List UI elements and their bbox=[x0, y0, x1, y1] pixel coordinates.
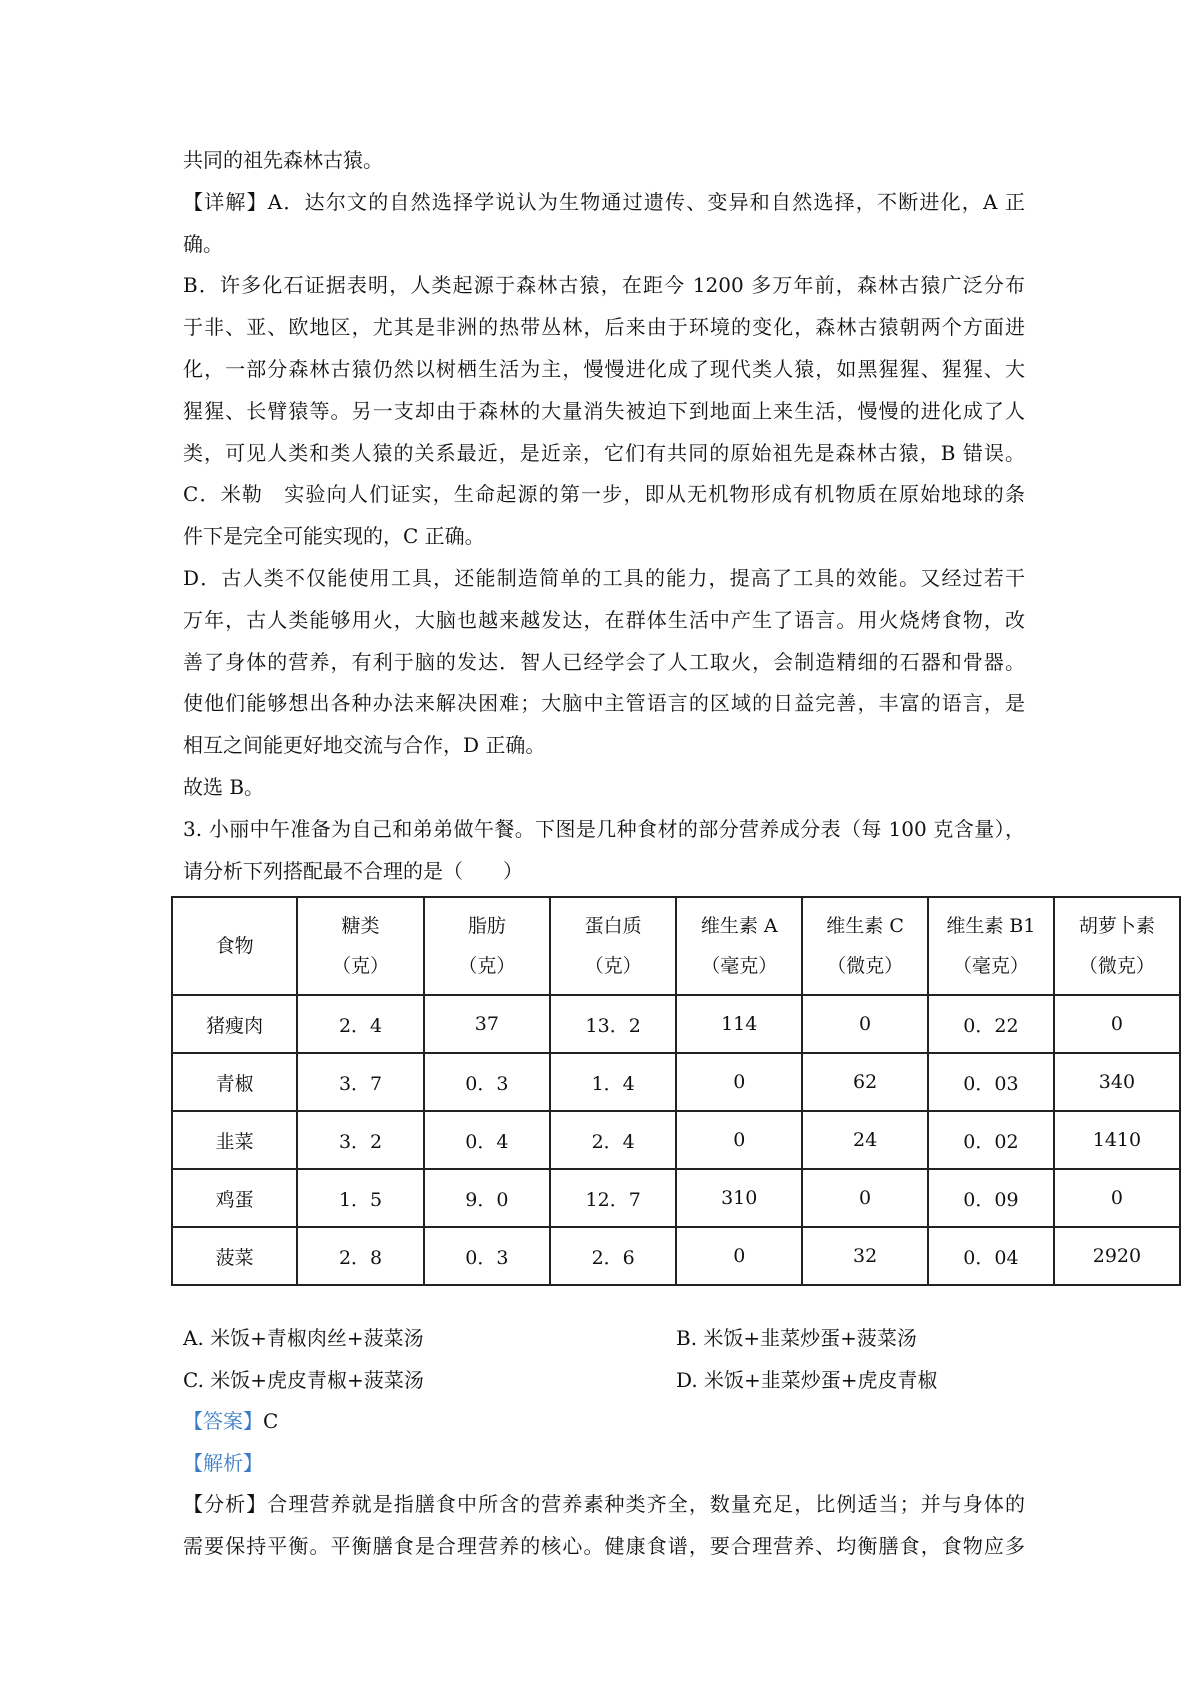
table-cell: 0 bbox=[1054, 995, 1180, 1053]
header-unit: （微克） bbox=[827, 955, 904, 977]
header-cell bbox=[676, 897, 802, 995]
header-label: 胡萝卜素 bbox=[1078, 915, 1155, 937]
table-cell: 1410 bbox=[1054, 1111, 1180, 1169]
paragraph-line: 【详解】A．达尔文的自然选择学说认为生物通过遗传、变异和自然选择，不断进化，A 正 bbox=[183, 189, 1025, 214]
paragraph-line: 使他们能够想出各种办法来解决困难；大脑中主管语言的区域的日益完善，丰富的语言，是 bbox=[183, 691, 1025, 716]
table-row bbox=[172, 1169, 1180, 1227]
header-cell bbox=[1054, 897, 1180, 995]
option-a: A. 米饭+青椒肉丝+菠菜汤 bbox=[183, 1326, 424, 1350]
analysis-line: 【分析】合理营养就是指膳食中所含的营养素种类齐全，数量充足，比例适当；并与身体的 bbox=[183, 1492, 1025, 1516]
table-cell: 韭菜 bbox=[172, 1111, 297, 1169]
table-row bbox=[172, 1227, 1180, 1285]
paragraph-line: 请分析下列搭配最不合理的是（ ） bbox=[183, 858, 523, 883]
table-cell: 0 bbox=[802, 1169, 928, 1227]
table-cell: 0．22 bbox=[928, 995, 1054, 1053]
option-c: C. 米饭+虎皮青椒+菠菜汤 bbox=[183, 1368, 424, 1392]
paragraph-line: 类，可见人类和类人猿的关系最近，是近亲，它们有共同的原始祖先是森林古猿，B 错误。 bbox=[183, 440, 1025, 465]
paragraph-line: D．古人类不仅能使用工具，还能制造简单的工具的能力，提高了工具的效能。又经过若干 bbox=[183, 566, 1025, 590]
nutrition-table bbox=[171, 896, 1181, 1286]
table-cell: 0．04 bbox=[928, 1227, 1054, 1285]
table-cell: 0 bbox=[1054, 1169, 1180, 1227]
table-cell: 猪瘦肉 bbox=[172, 995, 297, 1053]
table-cell: 1．5 bbox=[297, 1169, 423, 1227]
header-cell bbox=[550, 897, 676, 995]
table-header-row bbox=[172, 897, 1180, 995]
header-label: 食物 bbox=[215, 935, 254, 957]
header-label: 蛋白质 bbox=[584, 915, 642, 937]
table-cell: 0 bbox=[676, 1111, 802, 1169]
table-row bbox=[172, 1053, 1180, 1111]
header-unit: （克） bbox=[458, 955, 516, 977]
table-cell: 0 bbox=[676, 1227, 802, 1285]
table-cell: 2920 bbox=[1054, 1227, 1180, 1285]
table-cell: 3．7 bbox=[297, 1053, 423, 1111]
header-cell bbox=[172, 897, 297, 995]
header-unit: （毫克） bbox=[701, 955, 778, 977]
table-row bbox=[172, 995, 1180, 1053]
header-unit: （克） bbox=[332, 955, 390, 977]
header-label: 糖类 bbox=[341, 915, 380, 937]
table-cell: 0．02 bbox=[928, 1111, 1054, 1169]
paragraph-line: 件下是完全可能实现的，C 正确。 bbox=[183, 524, 485, 549]
header-label: 维生素 C bbox=[826, 915, 904, 937]
table-cell: 114 bbox=[676, 995, 802, 1053]
table-cell: 32 bbox=[802, 1227, 928, 1285]
table-cell: 0 bbox=[802, 995, 928, 1053]
header-cell bbox=[802, 897, 928, 995]
header-label: 维生素 A bbox=[700, 915, 778, 937]
header-label: 脂肪 bbox=[467, 915, 506, 937]
table-cell: 鸡蛋 bbox=[172, 1169, 297, 1227]
table-cell: 0 bbox=[676, 1053, 802, 1111]
paragraph-line: 化，一部分森林古猿仍然以树栖生活为主，慢慢进化成了现代类人猿，如黑猩猩、猩猩、大 bbox=[183, 357, 1025, 381]
table-cell: 2．4 bbox=[550, 1111, 676, 1169]
table-cell: 3．2 bbox=[297, 1111, 423, 1169]
header-cell bbox=[297, 897, 423, 995]
answer-value: C bbox=[263, 1409, 279, 1433]
table-cell: 2．6 bbox=[550, 1227, 676, 1285]
answer-label: 【答案】 bbox=[183, 1409, 263, 1433]
paragraph-line: 善了身体的营养，有利于脑的发达．智人已经学会了人工取火，会制造精细的石器和骨器。 bbox=[183, 649, 1025, 674]
header-label: 维生素 B1 bbox=[946, 915, 1036, 937]
option-b: B. 米饭+韭菜炒蛋+菠菜汤 bbox=[676, 1326, 917, 1350]
paragraph-line: 确。 bbox=[183, 231, 223, 256]
paragraph-line: B．许多化石证据表明，人类起源于森林古猿，在距今 1200 多万年前，森林古猿广泛分布 bbox=[183, 273, 1025, 298]
answer-line bbox=[183, 1407, 278, 1435]
table-cell: 青椒 bbox=[172, 1053, 297, 1111]
paragraph-line: 共同的祖先森林古猿。 bbox=[183, 148, 383, 172]
table-row bbox=[172, 1111, 1180, 1169]
paragraph-line: 故选 B。 bbox=[183, 775, 265, 799]
paragraph-line: 于非、亚、欧地区，尤其是非洲的热带丛林，后来由于环境的变化，森林古猿朝两个方面进 bbox=[183, 315, 1025, 340]
option-d: D. 米饭+韭菜炒蛋+虎皮青椒 bbox=[676, 1368, 938, 1392]
paragraph-line: 相互之间能更好地交流与合作，D 正确。 bbox=[183, 733, 546, 758]
table-cell: 310 bbox=[676, 1169, 802, 1227]
analysis-label: 【解析】 bbox=[183, 1451, 263, 1475]
table-cell: 62 bbox=[802, 1053, 928, 1111]
paragraph-line: 猩猩、长臂猿等。另一支却由于森林的大量消失被迫下到地面上来生活，慢慢的进化成了人 bbox=[183, 398, 1025, 423]
header-cell bbox=[928, 897, 1054, 995]
header-unit: （毫克） bbox=[952, 955, 1029, 977]
table-cell: 37 bbox=[424, 995, 550, 1053]
analysis-line: 需要保持平衡。平衡膳食是合理营养的核心。健康食谱，要合理营养、均衡膳食，食物应多 bbox=[183, 1534, 1025, 1558]
header-cell bbox=[424, 897, 550, 995]
table-cell: 13．2 bbox=[550, 995, 676, 1053]
header-unit: （克） bbox=[584, 955, 642, 977]
table-cell: 24 bbox=[802, 1111, 928, 1169]
table-cell: 0．03 bbox=[928, 1053, 1054, 1111]
table-cell: 2．4 bbox=[297, 995, 423, 1053]
paragraph-line: 3. 小丽中午准备为自己和弟弟做午餐。下图是几种食材的部分营养成分表（每 100 克含量）， bbox=[183, 816, 1025, 841]
table-cell: 1．4 bbox=[550, 1053, 676, 1111]
header-unit: （微克） bbox=[1078, 955, 1155, 977]
table-cell: 菠菜 bbox=[172, 1227, 297, 1285]
table-cell: 0．09 bbox=[928, 1169, 1054, 1227]
table-cell: 12．7 bbox=[550, 1169, 676, 1227]
table-cell: 2．8 bbox=[297, 1227, 423, 1285]
paragraph-line: 万年，古人类能够用火，大脑也越来越发达，在群体生活中产生了语言。用火烧烤食物，改 bbox=[183, 607, 1025, 632]
table-cell: 9．0 bbox=[424, 1169, 550, 1227]
table-cell: 0．3 bbox=[424, 1053, 550, 1111]
table-cell: 340 bbox=[1054, 1053, 1180, 1111]
paragraph-line: C．米勒 实验向人们证实，生命起源的第一步，即从无机物形成有机物质在原始地球的条 bbox=[183, 482, 1025, 507]
table-cell: 0．4 bbox=[424, 1111, 550, 1169]
table-cell: 0．3 bbox=[424, 1227, 550, 1285]
